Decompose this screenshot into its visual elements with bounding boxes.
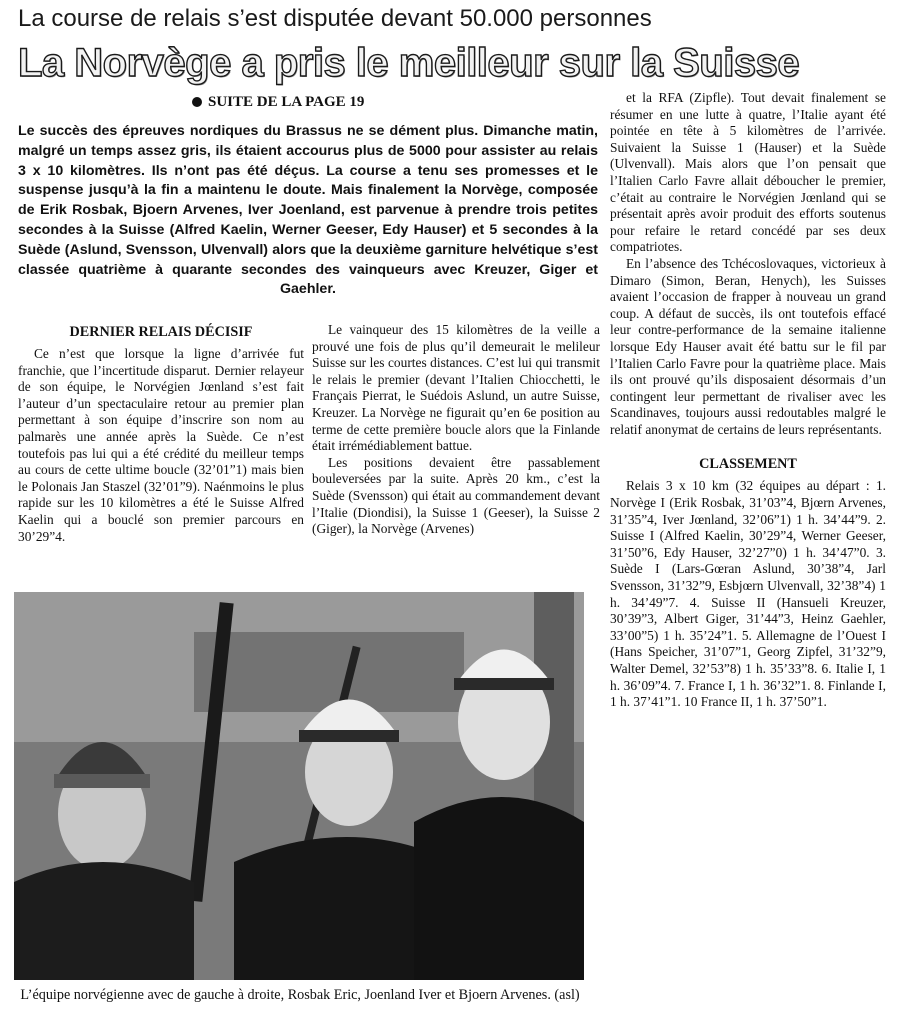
column-2 [312, 322, 600, 538]
section-heading: DERNIER RELAIS DÉCISIF [69, 324, 253, 340]
kicker: La course de relais s’est disputée devant 50.000 personnes [18, 5, 652, 32]
photo-caption: L’équipe norvégienne avec de gauche à droite, Rosbak Eric, Joenland Iver et Bjoern Arvenes. (asl) [20, 987, 580, 1003]
classement-heading: CLASSEMENT [699, 456, 797, 473]
column-3-paragraph-1: et la RFA (Zipfle). Tout devait finalement se résumer en une lutte à quatre, l’Italie ayant été pointée en tête à 5 kilomètres de l’arrivée. Suivaient la Suisse 1 (Hauser) et la Suède (Ulvenvall). Mais alors que l’on pensait que l’Italien Carlo Favre allait déboucher le premier, c’était au contraire le Norvégien Jœnland qui se présentait après avoir produit des efforts soutenus pour refaire le retard concédé par ses deux compatriotes. [610, 90, 886, 255]
continued-from [192, 92, 602, 112]
column-2-paragraph-2: Les positions devaient être passablement bouleversées par la suite. Après 20 km., c’est la Suède (Svensson) qui était au commandement devant l’Italie (Diondisi), la Suisse 1 (Geeser), la Suisse 2 (Giger), la Norvège (Arvenes) [312, 454, 600, 537]
lead-paragraph: Le succès des épreuves nordiques du Brassus ne se dément plus. Dimanche matin, malgré un temps assez gris, ils étaient accourus plus de 5000 pour assister au relais 3 x 10 kilomètres. Ils n’ont pas été déçus. La course a tenu ses promesses et le suspense jusqu’à la fin a maintenu le doute. Mais finalement la Norvège, composée de Erik Rosbak, Bjoern Arvenes, Iver Joenland, est parvenue à prendre trois petites secondes à la Suisse (Alfred Kaelin, Werner Geeser, Edy Hauser) et 5 secondes à la Suède (Aslund, Svensson, Ulvenvall) alors que la deuxième garniture helvétique s’est classée quatrième à quarante secondes des vainqueurs avec Kreuzer, Giger et Gaehler. [18, 123, 598, 298]
continued-from-text: SUITE DE LA PAGE 19 [208, 94, 365, 110]
column-3-paragraph-2: En l’absence des Tchécoslovaques, victorieux à Dimaro (Simon, Beran, Henych), les Suisses avaient l’occasion de frapper à nouveau un grand coup. A défaut de succès, ils ont toutefois effacé leur contre-performance de la semaine italienne lorsque Edy Hauser avait été battu sur le fil par l’Italien Carlo Favre pour la quatrième place. Mais ils ont prouvé qu’ils disposaient désormais d’un contingent leur permettant de rivaliser avec les Scandinaves, toujours aussi redoutables malgré le relatif anonymat de certains de leurs représentants. [610, 255, 886, 437]
column-2-paragraph-1: Le vainqueur des 15 kilomètres de la veille a prouvé une fois de plus qu’il demeurait le melileur Suisse sur les courtes distances. C’est lui qui transmit le relais le premier (devant l’Italien Chiocchetti, le Français Pierrat, le Suédois Aslund, un autre Suisse, Kreuzer. La Norvège ne figurait qu’en 6e position au terme de cette première boucle alors que la Finlande était irrémédiablement battue. [312, 322, 600, 454]
column-1-paragraph: Ce n’est que lorsque la ligne d’arrivée fut franchie, que l’incertitude disparut. Dernier relayeur de son équipe, le Norvégien Jœnland s’est fait l’auteur d’un spectaculaire retour au premier plan permettant à son équipe d’inscrire son nom au palmarès une année après la Suède. Ce n’est toutefois pas lui qui a été crédité du meilleur temps au cours de cette ultime boucle (32’01”1) mais bien le Polonais Jan Staszel (32’01”9). Naénmoins le plus rapide sur les 10 kilomètres a été le Suisse Alfred Kaelin qui a bouclé son premier parcours en 30’29”4. [18, 346, 304, 544]
team-photo-illustration [14, 592, 584, 980]
team-photo [14, 592, 584, 980]
column-1 [18, 324, 304, 545]
classement-results: Relais 3 x 10 km (32 équipes au départ : 1. Norvège I (Erik Rosbak, 31’03”4, Bjœrn Arvenes, 31’35”4, Iver Jœnland, 32’06”1) 1 h. 34’44”9. 2. Suisse I (Alfred Kaelin, 30’29”4, Werner Geeser, 31’50”6, Edy Hauser, 32’27”0) 1 h. 34’47”0. 3. Suède I (Lars-Gœran Aslund, 30’38”4, Jarl Svensson, 31’32”9, Esbjœrn Ulvenvall, 32’38”4) 1 h. 34’49”7. 4. Suisse II (Hansueli Kreuzer, 30’39”3, Albert Giger, 31’44”3, Heinz Gaehler, 33’00”5) 1 h. 35’24”1. 5. Allemagne de l’Ouest I (Hans Speicher, 31’07”1, Georg Zipfel, 31’32”9, Walter Demel, 32’53”8) 1 h. 35’33”8. 6. Italie I, 1 h. 36’09”4. 7. France I, 1 h. 36’32”1. 8. Finlande I, 1 h. 37’41”1. 10 France II, 1 h. 37’50”1. [610, 478, 886, 710]
bullet-icon [192, 97, 202, 107]
headline: La Norvège a pris le meilleur sur la Suisse [18, 41, 800, 85]
column-3 [610, 90, 886, 711]
